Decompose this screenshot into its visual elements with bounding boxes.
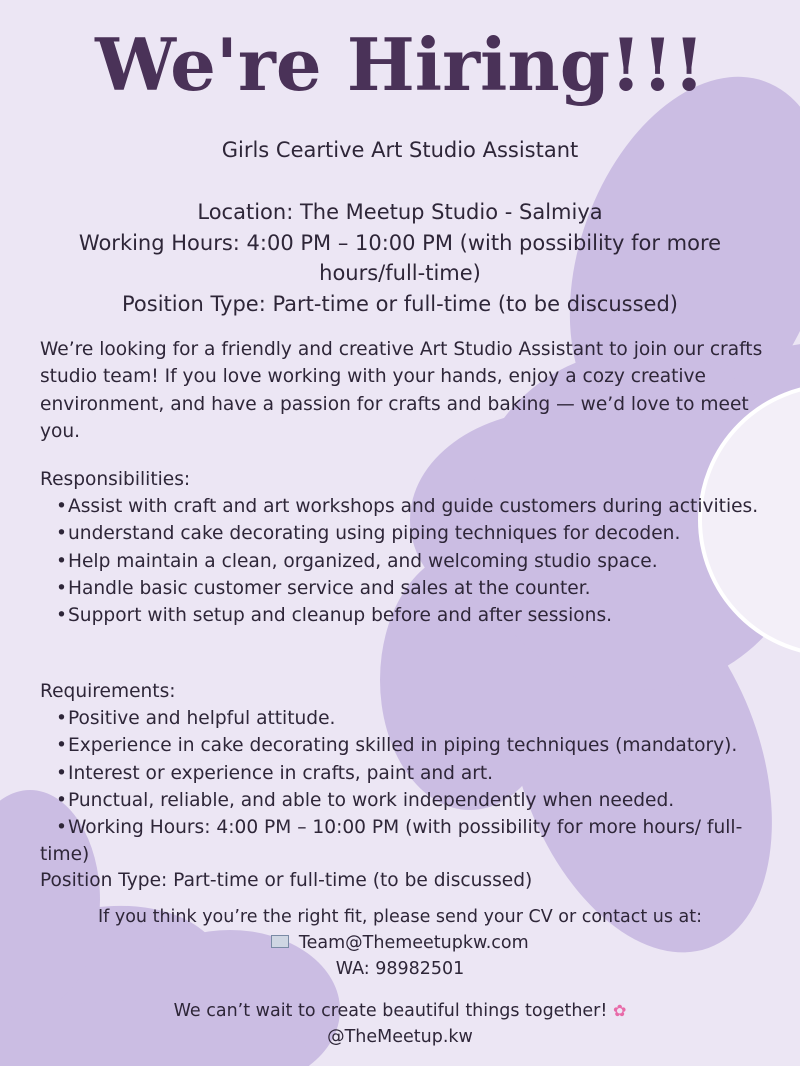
- responsibilities-list: [40, 493, 770, 629]
- cherry-blossom-icon: ✿: [612, 1001, 627, 1020]
- list-item: • Help maintain a clean, organized, and welcoming studio space.: [40, 548, 770, 575]
- envelope-icon: [271, 935, 289, 948]
- list-item: • Punctual, reliable, and able to work independently when needed.: [40, 787, 770, 814]
- social-handle[interactable]: @TheMeetup.kw: [327, 1027, 473, 1047]
- intro-paragraph: We’re looking for a friendly and creative Art Studio Assistant to join our crafts studio team! If you love working with your hands, enjoy a cozy creative environment, and have a passion for crafts and baking — we’d love to meet you.: [40, 339, 763, 442]
- job-title: Girls Ceartive Art Studio Assistant: [221, 138, 579, 162]
- list-item: • Handle basic customer service and sales at the counter.: [40, 575, 770, 602]
- list-item: • Working Hours: 4:00 PM – 10:00 PM (with possibility for more hours/ full-time): [40, 814, 770, 869]
- email-line: [0, 930, 800, 956]
- list-item: • Experience in cake decorating skilled in piping techniques (mandatory).: [40, 732, 770, 759]
- list-item: • Assist with craft and art workshops and guide customers during activities.: [40, 493, 770, 520]
- page-title: We're Hiring!!!: [95, 22, 705, 107]
- hours-text: Working Hours: 4:00 PM – 10:00 PM (with possibility for more hours/full-time): [78, 230, 722, 285]
- requirements-position-type: Position Type: Part-time or full-time (to be discussed): [40, 870, 533, 891]
- closing-text: We can’t wait to create beautiful things together!: [173, 1001, 608, 1021]
- requirements-heading: Requirements:: [40, 681, 176, 702]
- position-type-text: Position Type: Part-time or full-time (to be discussed): [122, 291, 678, 316]
- requirements-list: [40, 705, 770, 869]
- footer: [0, 998, 800, 1050]
- closing-line: [0, 998, 800, 1024]
- list-item: • Interest or experience in crafts, paint and art.: [40, 760, 770, 787]
- whatsapp-number[interactable]: WA: 98982501: [335, 959, 465, 979]
- list-item: • Positive and helpful attitude.: [40, 705, 770, 732]
- contact-prompt: If you think you’re the right fit, please send your CV or contact us at:: [97, 907, 703, 927]
- location-text: Location: The Meetup Studio - Salmiya: [197, 200, 603, 224]
- email-link[interactable]: Team@Themeetupkw.com: [298, 933, 529, 953]
- list-item: • understand cake decorating using piping techniques for decoden.: [40, 520, 770, 547]
- responsibilities-heading: Responsibilities:: [40, 469, 191, 490]
- job-info: [60, 197, 740, 319]
- contact-section: [0, 904, 800, 982]
- list-item: • Support with setup and cleanup before and after sessions.: [40, 602, 770, 629]
